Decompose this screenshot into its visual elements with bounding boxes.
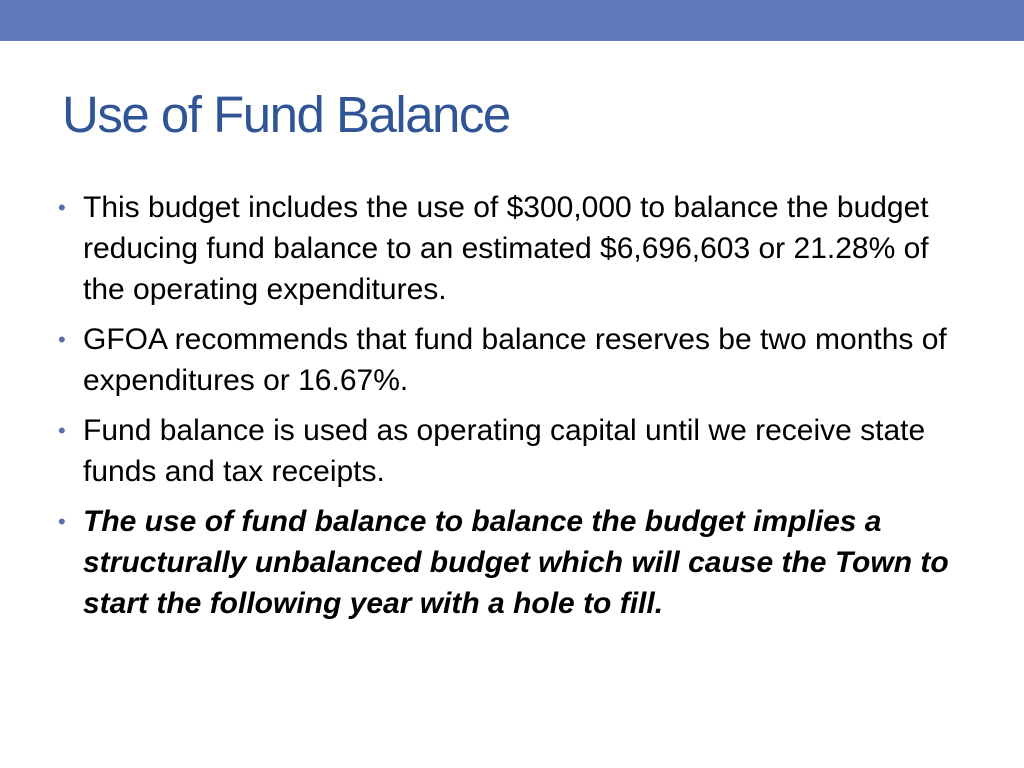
bullet-dot-icon: • [58, 327, 66, 352]
bullet-item [58, 187, 978, 310]
bullet-item [58, 501, 978, 624]
slide-title: Use of Fund Balance [62, 86, 510, 143]
top-accent-bar [0, 0, 1024, 41]
bullet-text: GFOA recommends that fund balance reserves be two months of expenditures or 16.67%. [83, 323, 947, 397]
bullet-item [58, 319, 978, 401]
bullet-text: This budget includes the use of $300,000 to balance the budget reducing fund balance to an estimated $6,696,603 or 21.28% of the operating expenditures. [83, 191, 929, 306]
bullet-item [58, 410, 978, 492]
bullet-text: Fund balance is used as operating capital until we receive state funds and tax receipts. [83, 414, 926, 488]
bullet-text-emphasized: The use of fund balance to balance the budget implies a structurally unbalanced budget which will cause the Town to start the following year with a hole to fill. [83, 505, 949, 620]
bullet-dot-icon: • [58, 509, 66, 534]
bullet-dot-icon: • [58, 195, 66, 220]
bullet-list [58, 187, 978, 633]
bullet-dot-icon: • [58, 418, 66, 443]
